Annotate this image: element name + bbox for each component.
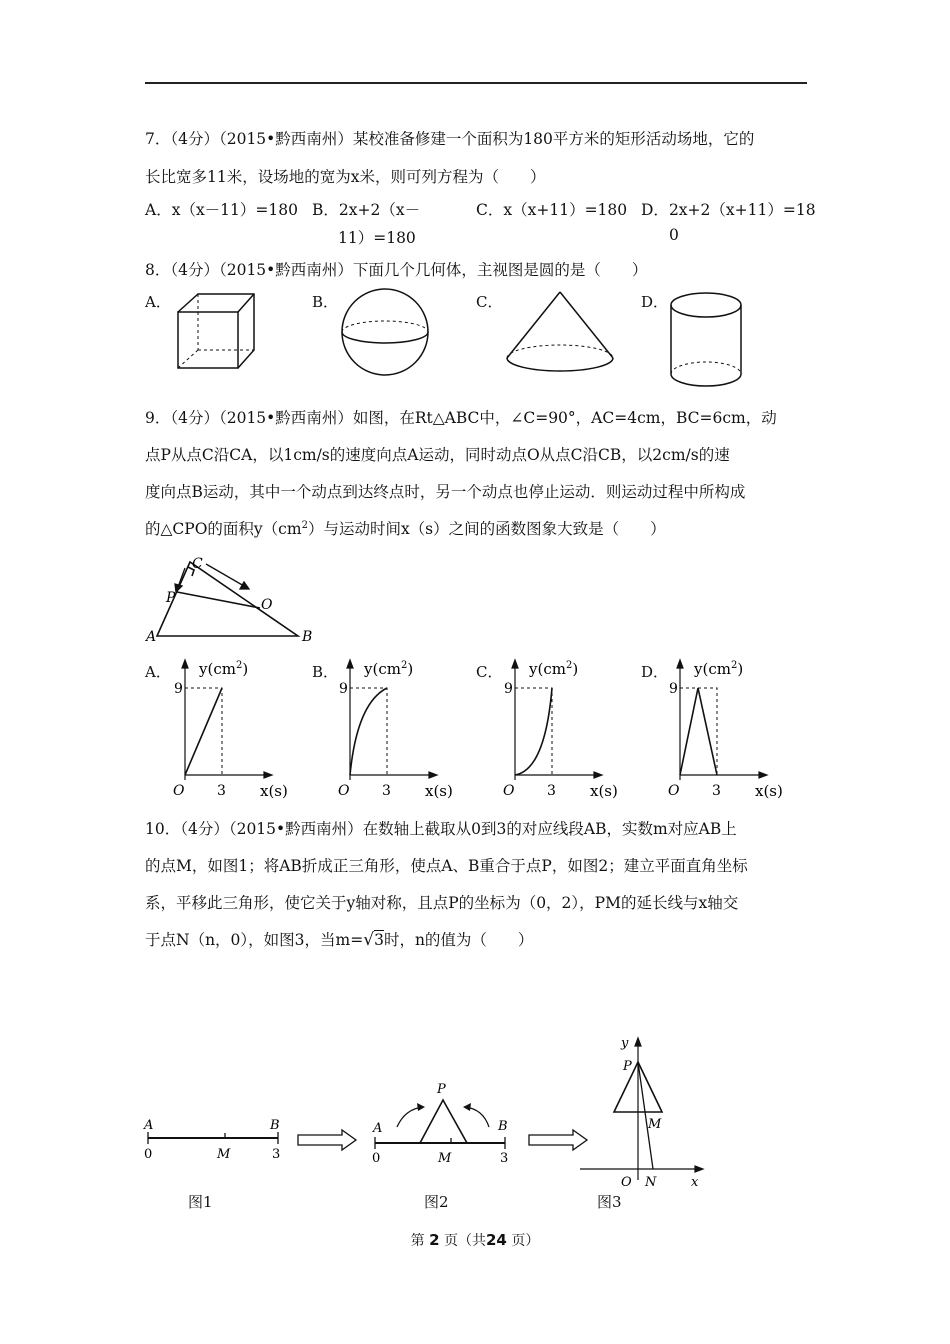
svg-text:0: 0 [372, 1151, 381, 1166]
header-rule [145, 82, 807, 84]
fig3-caption: 图3 [597, 1193, 622, 1211]
q9-line3: 度向点B运动，其中一个动点到达终点时，另一个动点也停止运动．则运动过程中所构成 [145, 483, 746, 501]
svg-text:3: 3 [547, 783, 556, 799]
svg-text:A: A [144, 1118, 154, 1133]
svg-text:3: 3 [272, 1147, 281, 1162]
svg-text:O: O [503, 783, 515, 799]
svg-text:M: M [438, 1151, 452, 1166]
q9-option-b: B． [312, 663, 339, 681]
q9-line4: 的△CPO的面积$y(cm^2)$与运动时间x（s）之间的函数图象大致是（ ） [145, 519, 666, 538]
svg-text:A: A [373, 1121, 383, 1136]
svg-text:O: O [668, 783, 680, 799]
q8-label-b: B． [312, 293, 339, 311]
svg-text:B: B [498, 1119, 508, 1134]
svg-text:9: 9 [339, 681, 348, 697]
cylinder-figure [665, 288, 750, 393]
svg-text:y: y [621, 1036, 629, 1051]
svg-text:3: 3 [500, 1151, 509, 1166]
q10-line3: 系，平移此三角形，使它关于y轴对称，且点P的坐标为（0，2），PM的延长线与x轴交 [145, 894, 739, 912]
q8-label-a: A． [145, 293, 171, 311]
svg-text:x: x [691, 1175, 699, 1190]
svg-text:3: 3 [217, 783, 226, 799]
q8-line1: 8．（4分）（2015•黔西南州）下面几个几何体，主视图是圆的是（ ） [145, 261, 648, 279]
graph-a [165, 655, 295, 805]
svg-text:x(s): x(s) [260, 782, 288, 800]
q8-label-c: C． [476, 293, 503, 311]
svg-text:O: O [621, 1175, 632, 1190]
q7-option-b: B．2x+2（x－ [312, 201, 421, 219]
graph-c [495, 655, 625, 805]
svg-text:P: P [437, 1082, 446, 1097]
q9-line1: 9．（4分）（2015•黔西南州）如图，在Rt△ABC中，∠C=90°，AC=4cm，BC=6cm，动 [145, 409, 777, 427]
q7-option-d-cont: 0 [669, 226, 679, 244]
svg-text:y(cm2): $y(cm^2)$ [199, 660, 249, 678]
q7-option-c: C．x（x+11）=180 [476, 201, 628, 219]
sqrt-sign: √ [363, 930, 375, 950]
fig2-caption: 图2 [424, 1193, 449, 1211]
svg-text:0: 0 [144, 1147, 153, 1162]
q7-option-d: D．2x+2（x+11）=18 [641, 201, 816, 219]
fig1-caption: 图1 [188, 1193, 213, 1211]
svg-text:O: O [173, 783, 185, 799]
svg-text:y(cm2): $y(cm^2)$ [364, 660, 414, 678]
fig1 [138, 1110, 288, 1170]
q10-line1: 10．（4分）（2015•黔西南州）在数轴上截取从0到3的对应线段AB，实数m对应AB上 [145, 820, 737, 838]
svg-text:x(s): x(s) [590, 782, 618, 800]
q8-label-d: D． [641, 293, 669, 311]
q9-label-c: C [192, 556, 203, 572]
q7-line1: 7．（4分）（2015•黔西南州）某校准备修建一个面积为180平方米的矩形活动场地，它的 [145, 130, 755, 148]
svg-text:B: B [270, 1118, 280, 1133]
cone-figure [500, 288, 620, 380]
q9-triangle-figure [140, 552, 320, 648]
svg-text:9: 9 [174, 681, 183, 697]
svg-text:x(s): x(s) [755, 782, 783, 800]
q10-line4: 于点N（n，0），如图3，当m=√3时，n的值为（ ） [145, 930, 534, 950]
arrow-1 [296, 1128, 361, 1152]
q10-line2: 的点M，如图1；将AB折成正三角形，使点A、B重合于点P，如图2；建立平面直角坐标 [145, 857, 748, 875]
q9-option-c: C． [476, 663, 503, 681]
cube-figure [170, 288, 265, 373]
svg-text:y(cm2): $y(cm^2)$ [529, 660, 579, 678]
q9-label-a: A [146, 629, 157, 645]
q9-label-b: B [302, 629, 313, 645]
svg-text:N: N [645, 1175, 657, 1190]
fig3 [575, 1030, 715, 1195]
svg-text:x(s): x(s) [425, 782, 453, 800]
svg-text:y(cm2): $y(cm^2)$ [694, 660, 744, 678]
q7-line2: 长比宽多11米，设场地的宽为x米，则可列方程为（ ） [145, 168, 546, 186]
svg-text:M: M [217, 1147, 231, 1162]
svg-text:O: O [338, 783, 350, 799]
q9-option-a: A． [145, 663, 171, 681]
svg-text:3: 3 [712, 783, 721, 799]
q9-line2: 点P从点C沿CA，以1cm/s的速度向点A运动，同时动点O从点C沿CB，以2cm/s的速 [145, 446, 730, 464]
page-footer: 第 2 页（共24 页） [410, 1231, 540, 1249]
q7-option-a: A．x（x－11）=180 [145, 201, 298, 219]
sphere-figure [335, 288, 435, 378]
graph-b [330, 655, 460, 805]
svg-text:P: P [623, 1059, 632, 1074]
graph-d [660, 655, 790, 805]
svg-text:9: 9 [669, 681, 678, 697]
svg-text:9: 9 [504, 681, 513, 697]
q9-option-d: D． [641, 663, 669, 681]
q7-option-b-cont: 11）=180 [338, 229, 416, 247]
fig2 [365, 1075, 525, 1175]
q9-label-p: P [166, 590, 176, 606]
svg-text:3: 3 [382, 783, 391, 799]
svg-text:M: M [648, 1117, 662, 1132]
q9-label-o: O [261, 597, 273, 613]
